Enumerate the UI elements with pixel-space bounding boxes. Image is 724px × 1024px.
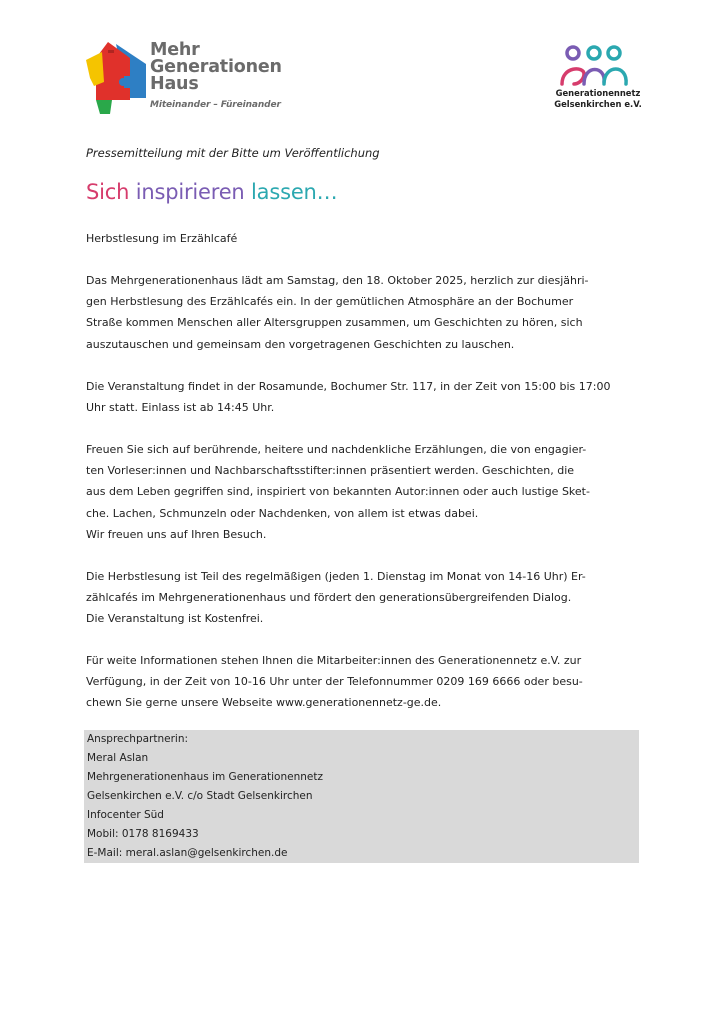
colorful-house-puzzle-icon [86,42,148,116]
paragraph-line: Freuen Sie sich auf berührende, heitere und nachdenkliche Erzählungen, die von engagier- [86,443,587,456]
paragraph-line: che. Lachen, Schmunzeln oder Nachdenken, von allem ist etwas dabei. [86,506,479,520]
logo-tagline: Miteinander – Füreinander [150,100,281,110]
paragraph-more-info [86,650,634,714]
headline [86,180,337,204]
paragraph-line: gen Herbstlesung des Erzählcafés ein. In der gemütlichen Atmosphäre an der Bochumer [86,295,574,309]
paragraph-line: Uhr statt. Einlass ist ab 14:45 Uhr. [86,401,275,415]
paragraph-line: auszutauschen und gemeinsam den vorgetragenen Geschichten zu lauschen. [86,337,515,351]
paragraph-line: zählcafés im Mehrgenerationenhaus und fördert den generationsübergreifenden Dialog. [86,591,572,605]
three-people-figures-icon [556,44,636,86]
intro-text: Herbstlesung im Erzählcafé [86,232,238,245]
logo-org-name [548,88,648,109]
contact-box [84,730,639,863]
contact-label: Ansprechpartnerin: [87,733,189,745]
logo-line-gelsenkirchen: Gelsenkirchen e.V. [554,98,642,109]
paragraph-invitation [86,270,634,355]
press-release-subtitle: Pressemitteilung mit der Bitte um Veröffentlichung [86,146,380,160]
contact-mobile: Mobil: 0178 8169433 [87,828,199,840]
paragraph-line: ten Vorleser:innen und Nachbarschaftsstifter:innen präsentiert werden. Geschichten, die [86,464,575,478]
paragraph-line: Für weite Informationen stehen Ihnen die Mitarbeiter:innen des Generationennetz e.V. zur [86,654,582,667]
logo-line-haus: Haus [150,74,199,94]
logo-line-generationennetz: Generationennetz [555,88,641,98]
paragraph-line: Die Veranstaltung ist Kostenfrei. [86,612,264,626]
paragraph-line: Verfügung, in der Zeit von 10-16 Uhr unter der Telefonnummer 0209 169 6666 oder besu- [86,675,583,689]
paragraph-line: Die Herbstlesung ist Teil des regelmäßigen (jeden 1. Dienstag im Monat von 14-16 Uhr) Er- [86,570,586,583]
paragraph-series [86,566,634,630]
contact-name: Meral Aslan [87,752,149,764]
paragraph-line: Wir freuen uns auf Ihren Besuch. [86,527,267,541]
logo-line-generationen: Generationen [150,57,282,77]
contact-organization: Mehrgenerationenhaus im Generationennetz [87,771,323,783]
contact-organization-address: Gelsenkirchen e.V. c/o Stadt Gelsenkirchen [87,790,313,802]
intro-line [86,228,634,249]
contact-office: Infocenter Süd [87,809,164,821]
paragraph-line: Die Veranstaltung findet in der Rosamunde, Bochumer Str. 117, in der Zeit von 15:00 bis 17:00 [86,380,611,393]
paragraph-line: Straße kommen Menschen aller Altersgruppen zusammen, um Geschichten zu hören, sich [86,316,583,330]
headline-part-1: Sich [86,180,136,204]
contact-email[interactable]: E-Mail: meral.aslan@gelsenkirchen.de [87,847,288,859]
headline-part-3: lassen… [251,180,338,204]
logo-line-mehr: Mehr [150,40,200,60]
paragraph-line: Das Mehrgenerationenhaus lädt am Samstag, den 18. Oktober 2025, herzlich zur diesjähri- [86,274,589,287]
generationennetz-logo [548,44,644,116]
paragraph-venue-time [86,376,634,418]
logo-title [150,42,282,93]
headline-part-2: inspirieren [135,180,252,204]
paragraph-program [86,439,634,545]
mehrgenerationenhaus-logo [86,42,286,116]
paragraph-line: aus dem Leben gegriffen sind, inspiriert von bekannten Autor:innen oder auch lustige Sket- [86,485,590,499]
paragraph-line: chewn Sie gerne unsere Webseite www.generationennetz-ge.de. [86,696,442,710]
